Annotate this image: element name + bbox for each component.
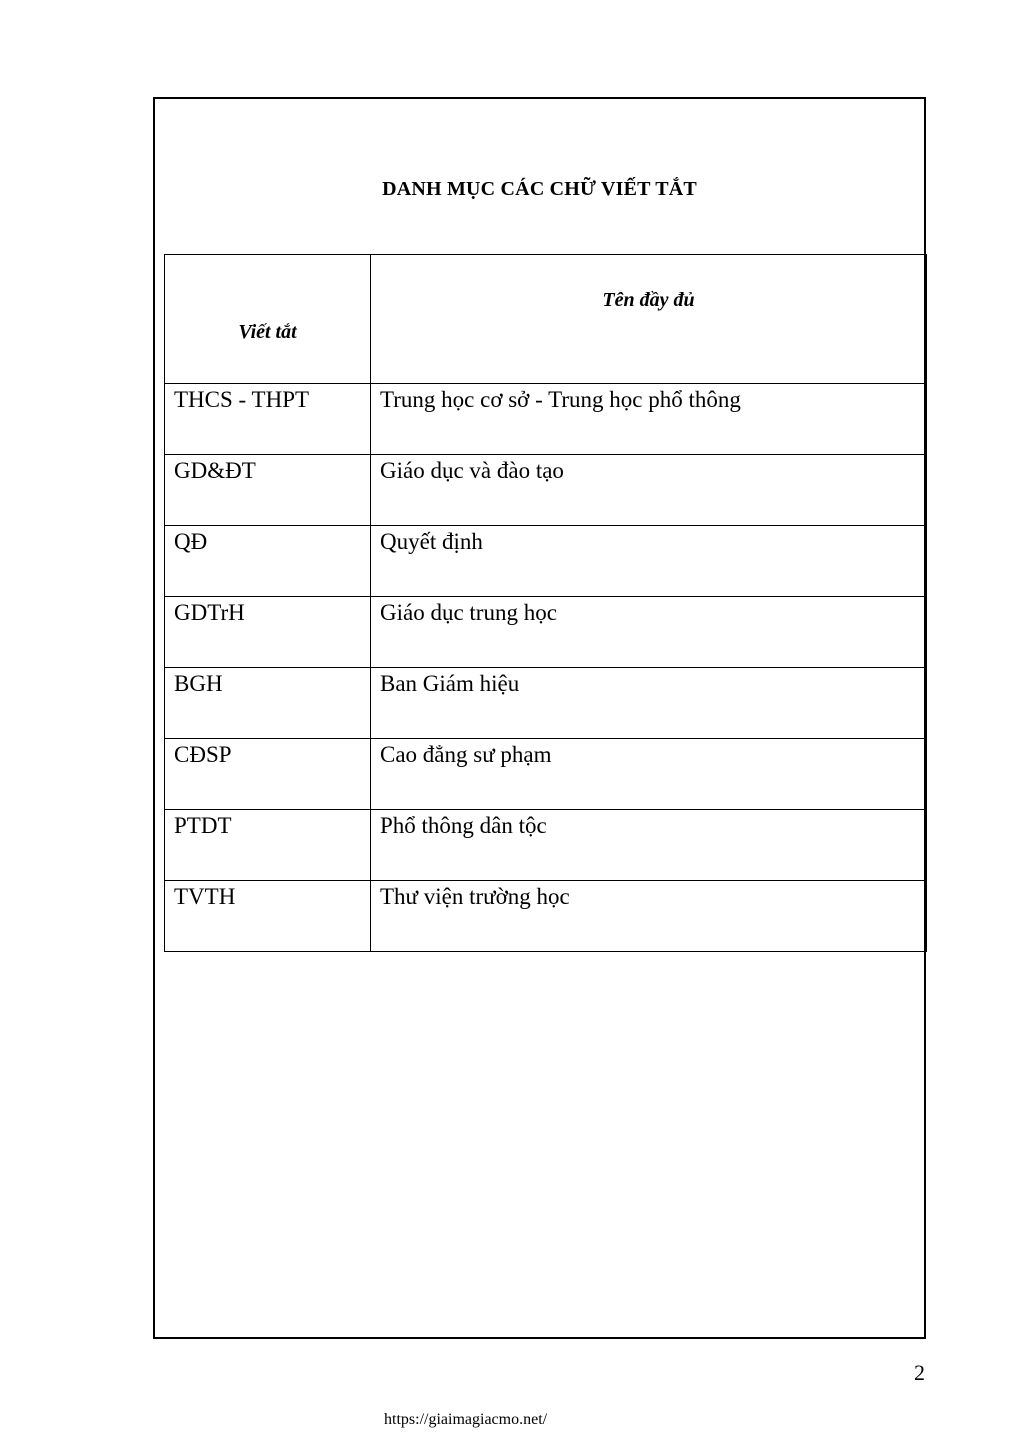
table-row: [165, 455, 927, 526]
abbreviation-cell: THCS - THPT: [165, 384, 371, 455]
page-title: DANH MỤC CÁC CHỮ VIẾT TẮT: [382, 178, 697, 200]
footer-url[interactable]: https://giaimagiacmo.net/: [384, 1411, 548, 1428]
full-name-cell: Giáo dục trung học: [371, 597, 927, 668]
page-number: 2: [914, 1360, 925, 1385]
full-name-cell: Quyết định: [371, 526, 927, 597]
abbreviation-cell: QĐ: [165, 526, 371, 597]
abbreviation-cell: GDTrH: [165, 597, 371, 668]
table-row: [165, 881, 927, 952]
table-row: [165, 526, 927, 597]
table-row: [165, 384, 927, 455]
table-row: [165, 668, 927, 739]
abbreviation-cell: CĐSP: [165, 739, 371, 810]
abbreviation-cell: TVTH: [165, 881, 371, 952]
header-abbreviation: Viết tắt: [238, 321, 297, 343]
header-abbreviation-cell: [165, 255, 371, 384]
full-name-cell: Phổ thông dân tộc: [371, 810, 927, 881]
header-full-name: Tên đầy đủ: [602, 289, 695, 311]
full-name-cell: Giáo dục và đào tạo: [371, 455, 927, 526]
table-row: [165, 597, 927, 668]
abbreviation-cell: GD&ĐT: [165, 455, 371, 526]
full-name-cell: Ban Giám hiệu: [371, 668, 927, 739]
full-name-cell: Thư viện trường học: [371, 881, 927, 952]
abbreviation-cell: BGH: [165, 668, 371, 739]
full-name-cell: Cao đẳng sư phạm: [371, 739, 927, 810]
header-full-name-cell: [371, 255, 927, 384]
table-row: [165, 739, 927, 810]
table-row: [165, 810, 927, 881]
abbreviation-cell: PTDT: [165, 810, 371, 881]
table-header-row: [165, 255, 927, 384]
abbreviation-table: [164, 254, 927, 952]
full-name-cell: Trung học cơ sở - Trung học phổ thông: [371, 384, 927, 455]
